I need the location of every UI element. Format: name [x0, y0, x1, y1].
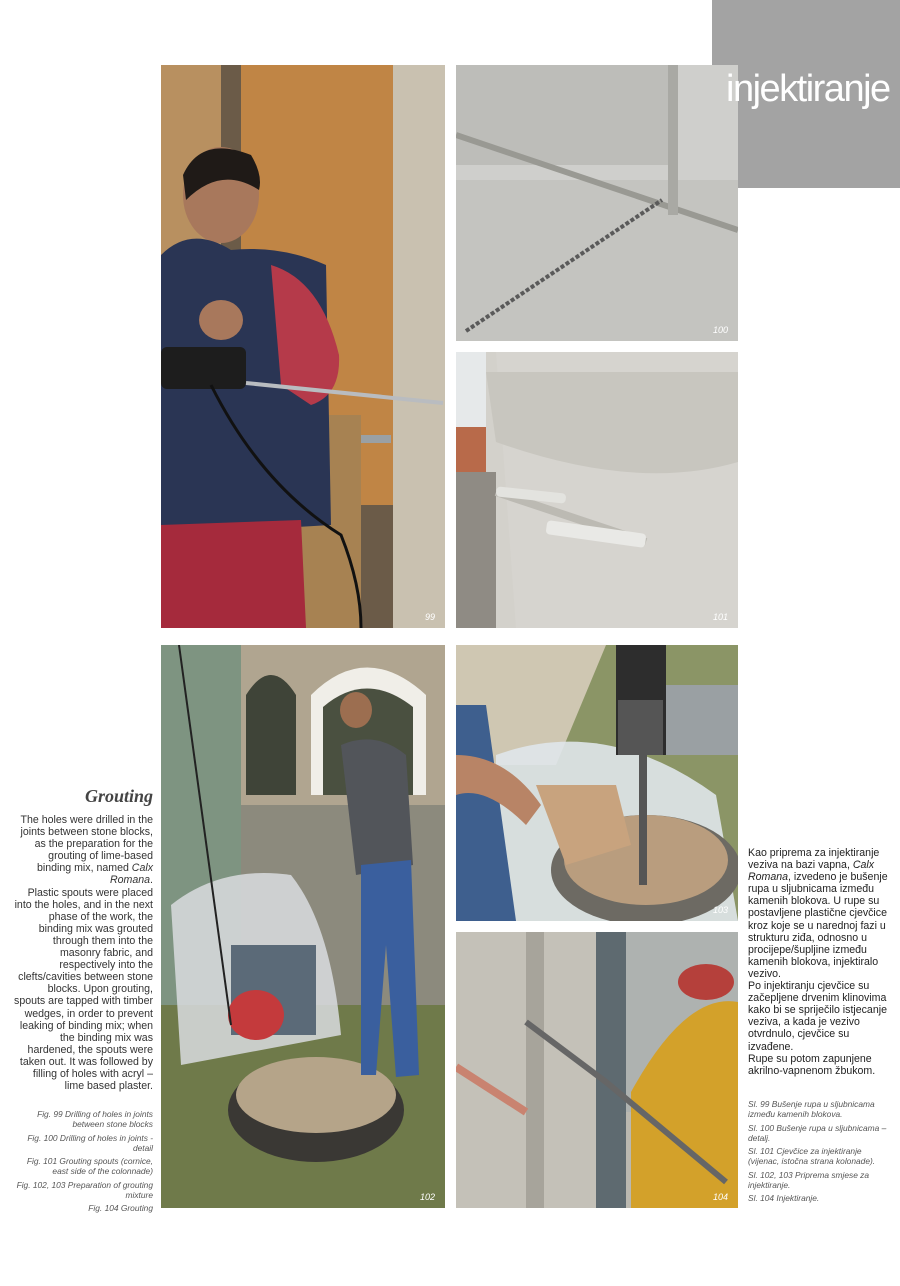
photo-101	[456, 352, 738, 628]
english-body-text	[14, 814, 153, 1092]
photo-number: 100	[712, 325, 728, 335]
text-run: Calx Romana	[110, 862, 153, 887]
photo-number: 103	[712, 905, 728, 915]
caption: Fig. 104 Grouting	[88, 1203, 153, 1213]
caption: Sl. 101 Cjevčice za injektiranje (vijenac, istočna strana kolonade).	[748, 1146, 876, 1166]
croatian-captions	[748, 1099, 893, 1207]
caption: Fig. 100 Drilling of holes in joints - detail	[27, 1132, 153, 1153]
caption: Fig. 102, 103 Preparation of grouting mixture	[16, 1179, 153, 1200]
text-run: .	[150, 874, 153, 887]
caption: Fig. 99 Drilling of holes in joints between stone blocks	[37, 1109, 153, 1129]
caption: Sl. 102, 103 Priprema smjese za injektiranje.	[748, 1169, 870, 1190]
photo-100	[456, 65, 738, 341]
photo-number: 101	[712, 612, 728, 622]
text-run: The holes were drilled in the joints between stone blocks, as the preparation for the grouting of lime-based binding mix, named	[20, 814, 153, 875]
photo-103	[456, 645, 738, 921]
photo-99	[161, 65, 445, 628]
section-title: injektiranje	[726, 68, 890, 110]
english-captions	[10, 1109, 153, 1217]
photo-104	[456, 932, 738, 1208]
caption: Sl. 100 Bušenje rupa u sljubnicama – detalj.	[748, 1122, 887, 1143]
caption: Sl. 104 Injektiranje.	[748, 1193, 820, 1203]
croatian-body-text	[748, 847, 893, 1077]
text-run: Plastic spouts were placed into the holes, and in the next phase of the work, the binding mix was grouted through them into the masonry fabric, and respectively into the clefts/cavities between stone blocks. Upon grouting, spouts are tapped with timber wedges, in order to prevent leaking of binding mix; when the binding mix was hardened, the spouts were taken out. It was followed by filling of holes with acryl – lime based plaster.	[14, 886, 153, 1093]
heading: Grouting	[84, 786, 153, 806]
photo-number: 104	[712, 1192, 728, 1202]
photo-102	[161, 645, 445, 1208]
caption: Fig. 101 Grouting spouts (cornice, east side of the colonnade)	[26, 1156, 153, 1176]
caption: Sl. 99 Bušenje rupa u sljubnicama između kamenih blokova.	[748, 1099, 875, 1119]
text-run: Rupe su potom zapunjene akrilno-vapnenom žbukom.	[748, 1052, 876, 1077]
photo-number: 99	[424, 612, 435, 622]
text-run: , izvedeno je bušenje rupa u sljubnicama između kamenih blokova. U rupe su postavljene plastične cjevčice kroz koje se u narednoj fazi u strukturu ziđa, odnosno u procijepe/šupljine između kamenih blokova, injektiralo vezivo.	[748, 871, 888, 980]
photo-number: 102	[419, 1192, 435, 1202]
text-run: Calx Romana	[748, 859, 875, 884]
text-run: Po injektiranju cjevčice su začepljene drvenim klinovima kako bi se spriječilo istjecanje veziva, a kada je vezivo otvrdnulo, cjevčice su izvađene.	[748, 980, 887, 1053]
text-run: Kao priprema za injektiranje veziva na bazi vapna,	[748, 847, 880, 872]
